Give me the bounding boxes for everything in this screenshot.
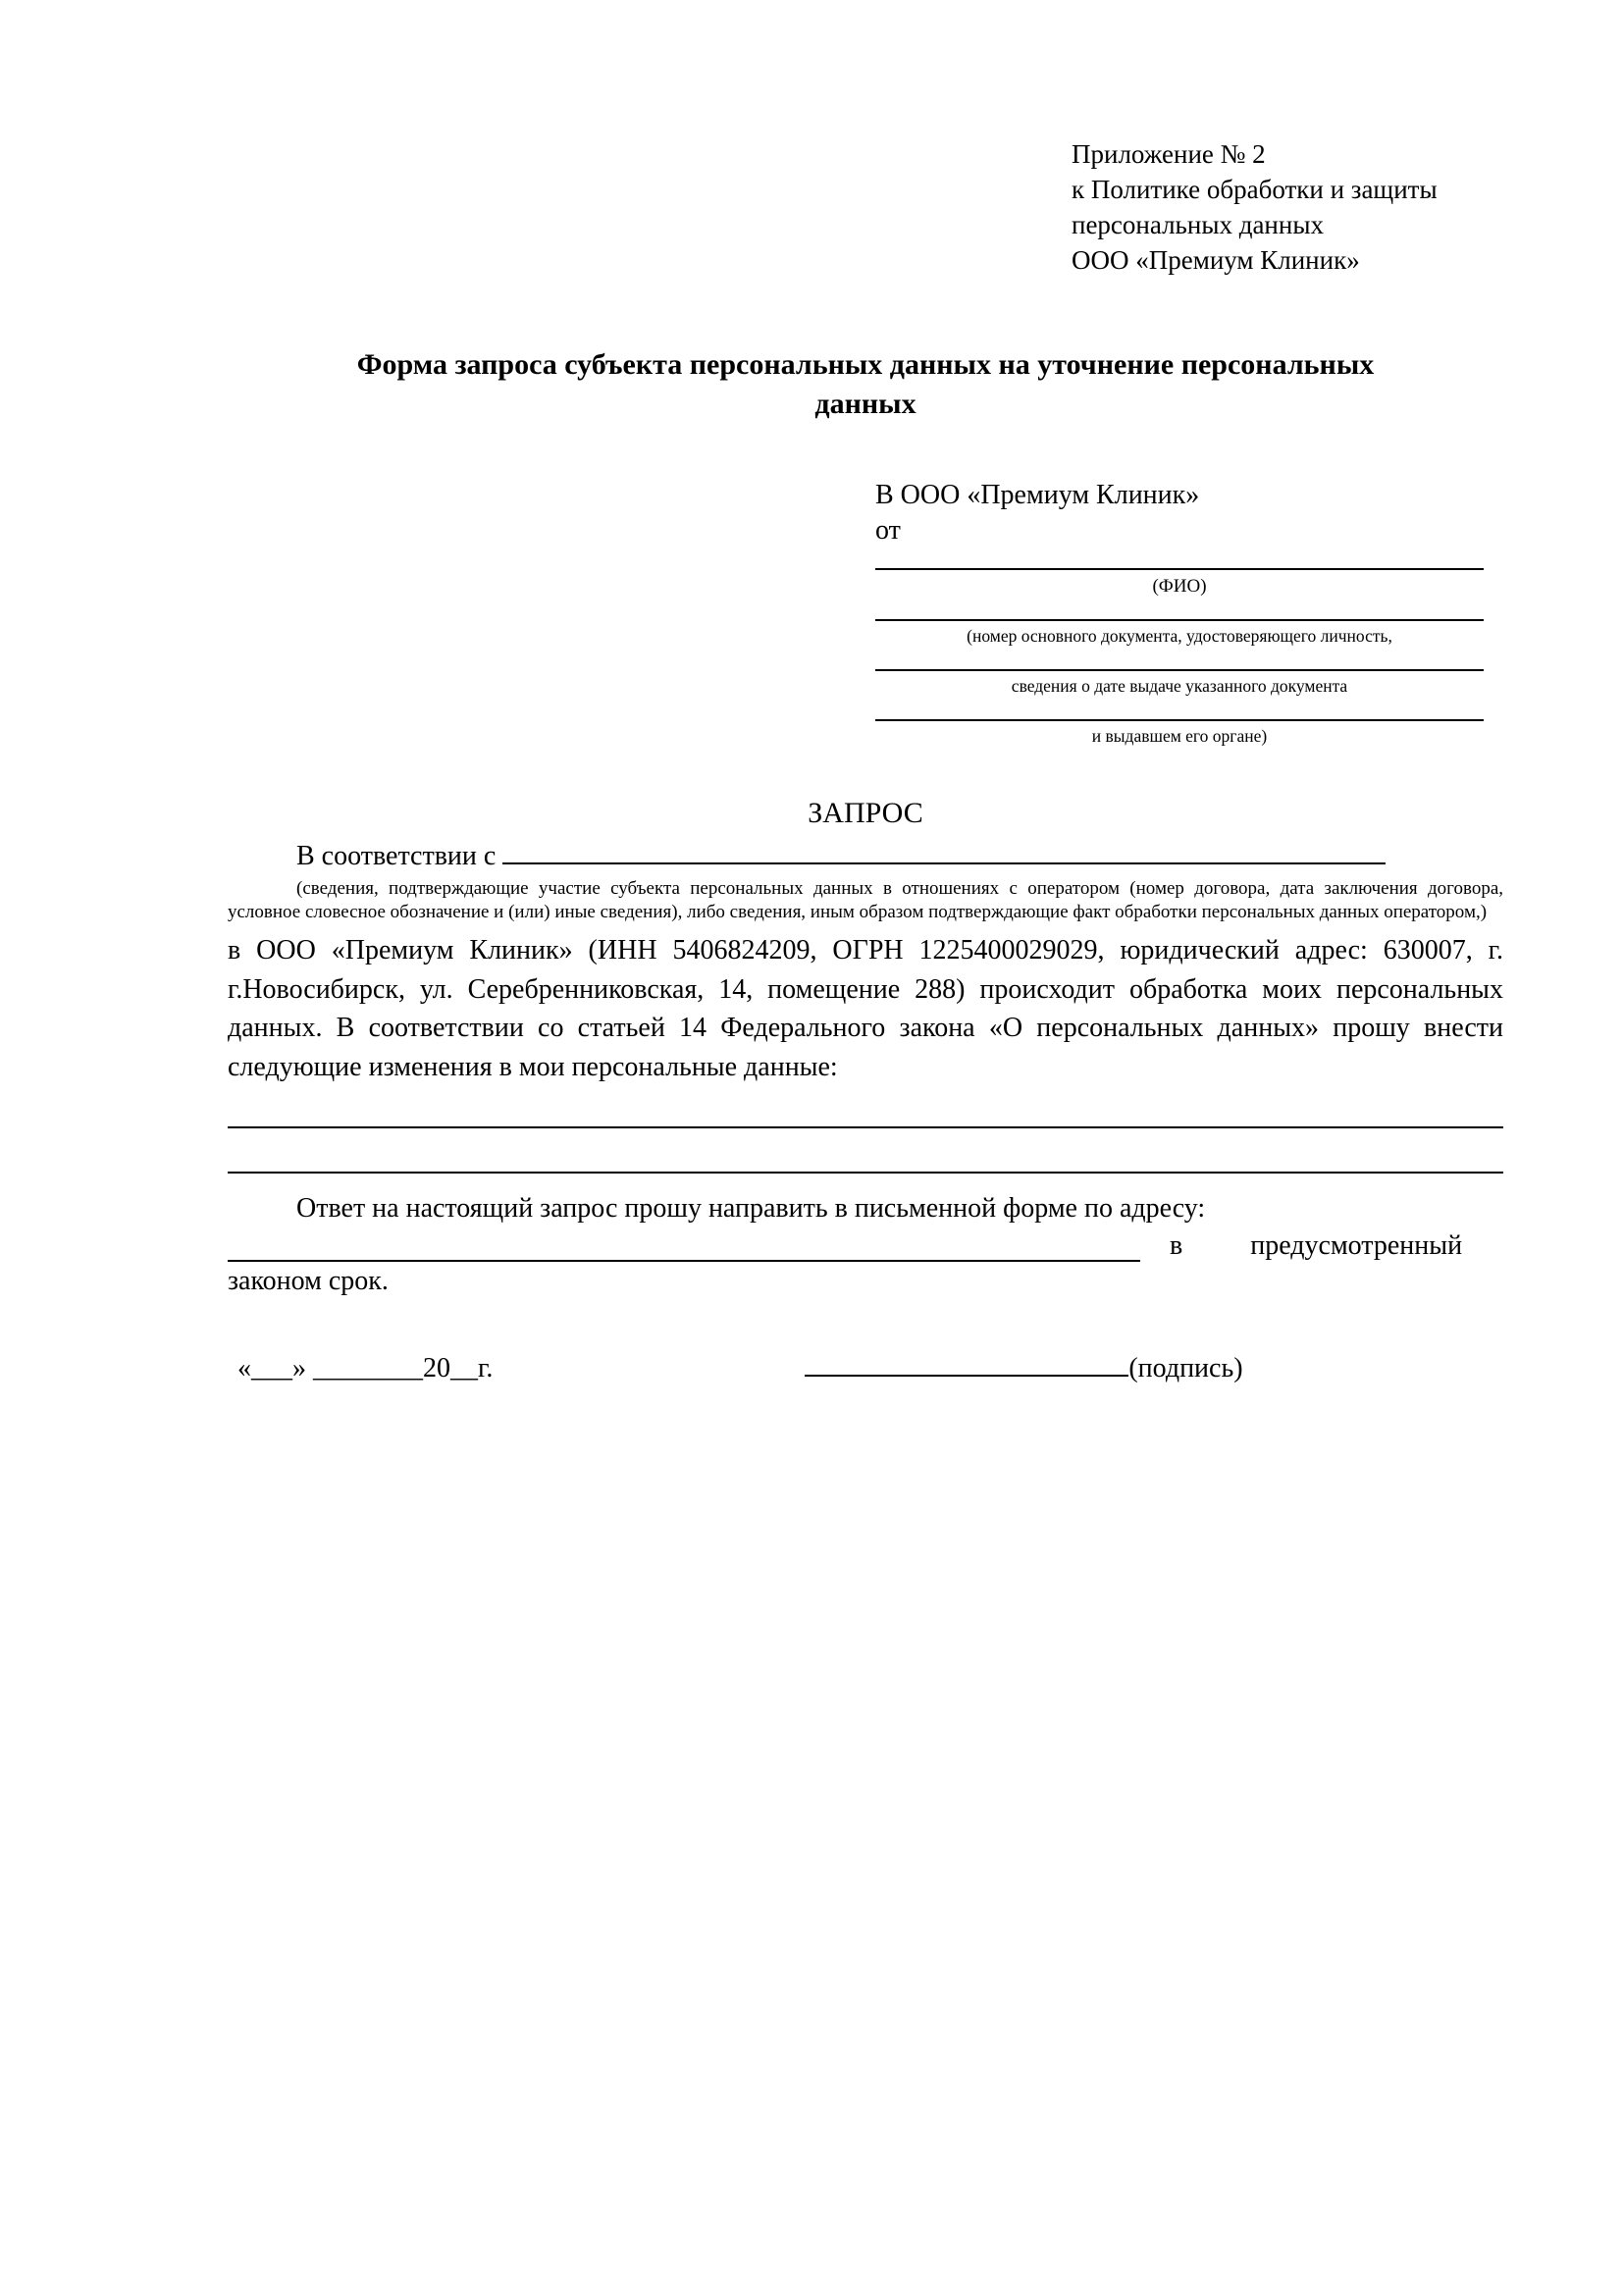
answer-text: Ответ на настоящий запрос прошу направить в письменной форме по адресу:: [296, 1192, 1206, 1224]
answer-address-row: [228, 1230, 1503, 1262]
fio-caption: (ФИО): [1152, 575, 1207, 597]
appendix-header-line-3: персональных данных: [1072, 209, 1324, 239]
signature-label: (подпись): [1128, 1353, 1243, 1384]
doc-issuer-caption: и выдавшем его органе): [1091, 726, 1268, 747]
request-intro-label: В соответствии с: [296, 841, 497, 871]
addressee-from: от: [875, 514, 901, 546]
date-field[interactable]: «___» ________20__г.: [237, 1353, 494, 1384]
document-content: [228, 137, 1503, 1384]
doc-number-caption: (номер основного документа, удостоверяющего личность,: [967, 626, 1392, 647]
page-title: Форма запроса субъекта персональных данных на уточнение персональных данных: [356, 347, 1375, 421]
fio-fill-line[interactable]: [875, 568, 1484, 570]
answer-tail-end: законом срок.: [228, 1266, 389, 1297]
date-signature-row: [228, 1353, 1503, 1384]
changes-fill-line-1[interactable]: [228, 1126, 1503, 1128]
answer-tail-text: предусмотренный: [1250, 1230, 1463, 1262]
request-intro-fill-line[interactable]: [502, 843, 1386, 864]
addressee-to: В ООО «Премиум Клиник»: [875, 479, 1200, 510]
appendix-header-line-4: ООО «Премиум Клиник»: [1072, 244, 1360, 275]
answer-tail: [1170, 1230, 1462, 1262]
request-body: в ООО «Премиум Клиник» (ИНН 5406824209, ОГРН 1225400029029, юридический адрес: 630007, г. г.Новосибирск, ул. Серебренниковская, 14, помещение 288) происходит обработка моих персональных данных. В соответствии со статьей 14 Федерального закона «О персональных данных» прошу внести следующие изменения в мои персональные данные:: [228, 934, 1503, 1083]
doc-date-fill-line[interactable]: [875, 669, 1484, 671]
answer-address-fill-line[interactable]: [228, 1230, 1140, 1262]
addressee-block: [875, 480, 1484, 748]
request-footnote-text: (сведения, подтверждающие участие субъекта персональных данных в отношениях с оператором (номер договора, дата заключения договора, условное словесное обозначение и (или) иные сведения), либо сведения, иным образом подтверждающие факт обработки персональных данных оператором,): [228, 877, 1503, 923]
request-footnote: [228, 877, 1503, 925]
request-heading: ЗАПРОС: [808, 797, 923, 829]
changes-fill-line-2[interactable]: [228, 1172, 1503, 1174]
answer-tail-word: в: [1170, 1230, 1183, 1262]
doc-issuer-fill-line[interactable]: [875, 719, 1484, 721]
signature-field[interactable]: [805, 1353, 1242, 1384]
appendix-header: [1072, 137, 1503, 279]
doc-date-caption: сведения о дате выдаче указанного документа: [1011, 676, 1348, 697]
request-intro-row: [228, 838, 1503, 875]
doc-number-fill-line[interactable]: [875, 619, 1484, 621]
appendix-header-line-2: к Политике обработки и защиты: [1072, 174, 1438, 204]
appendix-header-line-1: Приложение № 2: [1072, 139, 1266, 169]
signature-fill-line[interactable]: [805, 1353, 1128, 1377]
